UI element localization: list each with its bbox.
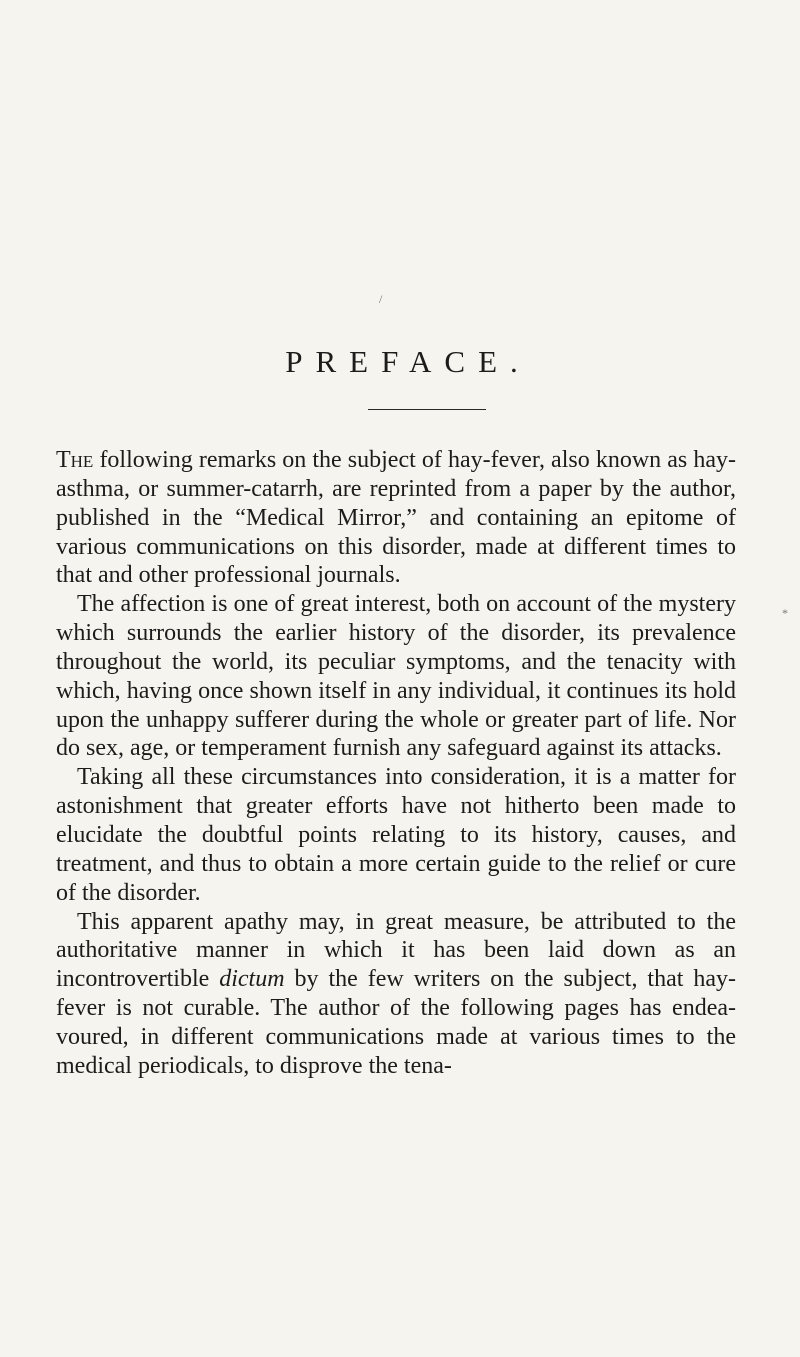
paragraph-3: Taking all these circumstances into consideration, it is a matter for astonishment that greater efforts have not hitherto been made to elucidate the doubtful points relating to its history, causes, and treatment, and thus to obtain a more certain guide to the relief or cure of the disorder. (56, 764, 736, 906)
paragraph-1-text: following remarks on the subject of hay-fever, also known as hay-asthma, or summer-catarrh, are reprinted from a paper by the author, published in the “Medical Mirror,” and containing an epitome of various communications on this disorder, made at different times to that and other professional journals. (56, 447, 736, 589)
paragraph-4-text-start: This apparent apathy may, in great measure, be attributed to the authoritative manner in which it has been laid down as an incontrovertible (56, 908, 736, 993)
paragraph-2: The affection is one of great interest, both on account of the mystery which surrounds the earlier history of the disorder, its prevalence throughout the world, its peculiar symptoms, and the tenacity with which, having once shown itself in any individual, it continues its hold upon the unhappy sufferer during the whole or greater part of life. Nor do sex, age, or temperament furnish any safeguard against its attacks. (56, 591, 736, 762)
preface-body (56, 446, 736, 1081)
paragraph-4-text-end: by the few writers on the subject, that hay-fever is not curable. The author of the following pages has endea- voured, in different communications made at various times to the medical periodicals, to disprove the tena- (56, 966, 737, 1079)
first-word: The (56, 447, 94, 473)
page-title: PREFACE. (285, 344, 531, 379)
paragraph-4 (56, 908, 736, 1081)
italic-term: dictum (219, 966, 285, 993)
margin-mark: * (782, 606, 788, 620)
pencil-mark: / (379, 292, 383, 306)
paragraph-1 (56, 446, 736, 590)
title-divider (368, 409, 486, 410)
